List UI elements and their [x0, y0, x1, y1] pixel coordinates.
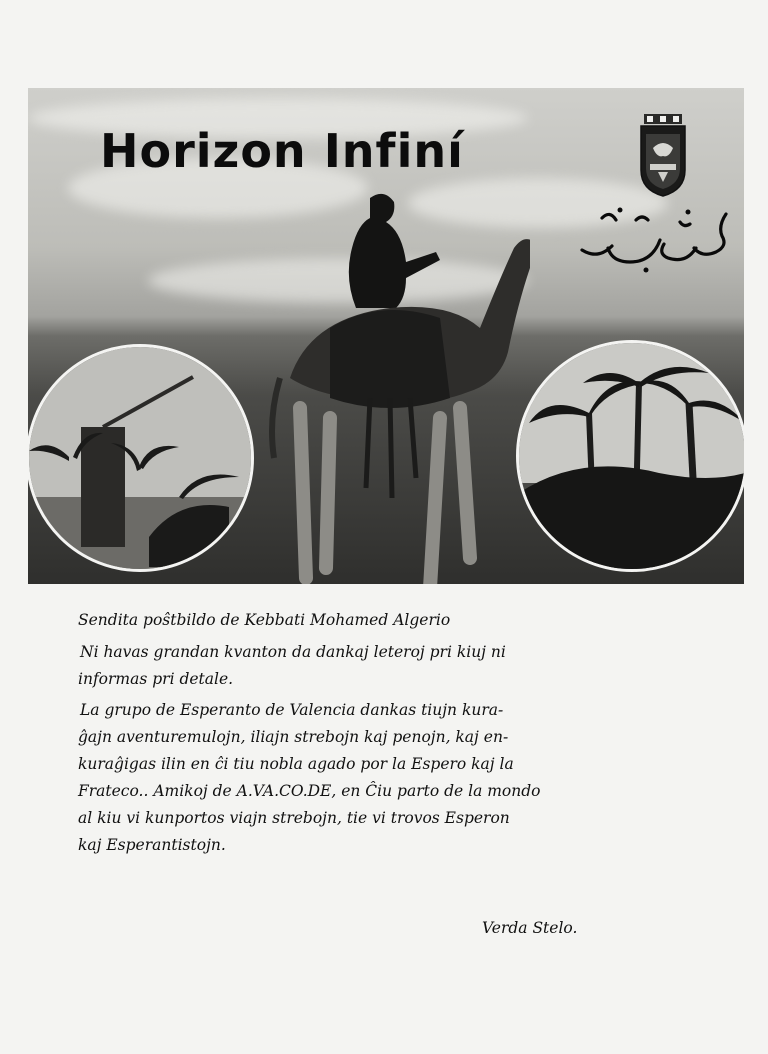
paragraph2-line: kuraĝigas ilin en ĉi tiu nobla agado por la Espero kaj la — [78, 755, 514, 773]
inset-photo-right — [516, 340, 744, 572]
paragraph1-line: Ni havas grandan kvanton da dankaj leteroj pri kiuj ni — [80, 643, 506, 661]
camel-rider-photo — [250, 178, 530, 584]
postcard-photo — [28, 88, 744, 584]
paragraph2-line: kaj Esperantistojn. — [78, 836, 226, 854]
algeria-coat-of-arms-icon — [638, 112, 688, 198]
letter-body — [78, 607, 718, 859]
inset-photo-left — [28, 344, 254, 572]
paragraph2-line: ĝajn aventuremulojn, iliajn strebojn kaj penojn, kaj en- — [78, 728, 509, 746]
arabic-calligraphy-icon — [576, 200, 736, 280]
paragraph2-line: Frateco.. Amikoj de A.VA.CO.DE, en Ĉiu parto de la mondo — [78, 782, 541, 800]
paragraph2-line: al kiu vi kunportos viajn strebojn, tie vi trovos Esperon — [78, 809, 510, 827]
letter-caption: Sendita poŝtbildo de Kebbati Mohamed Algerio — [78, 611, 451, 629]
palm-oasis-pillar-photo — [29, 347, 251, 569]
paragraph2-line: La grupo de Esperanto de Valencia dankas tiujn kura- — [80, 701, 504, 719]
signature: Verda Stelo. — [482, 919, 578, 937]
postcard-title: Horizon Infiní — [100, 124, 464, 178]
paragraph1-line: informas pri detale. — [78, 670, 234, 688]
palm-trees-oasis-photo — [519, 343, 744, 569]
